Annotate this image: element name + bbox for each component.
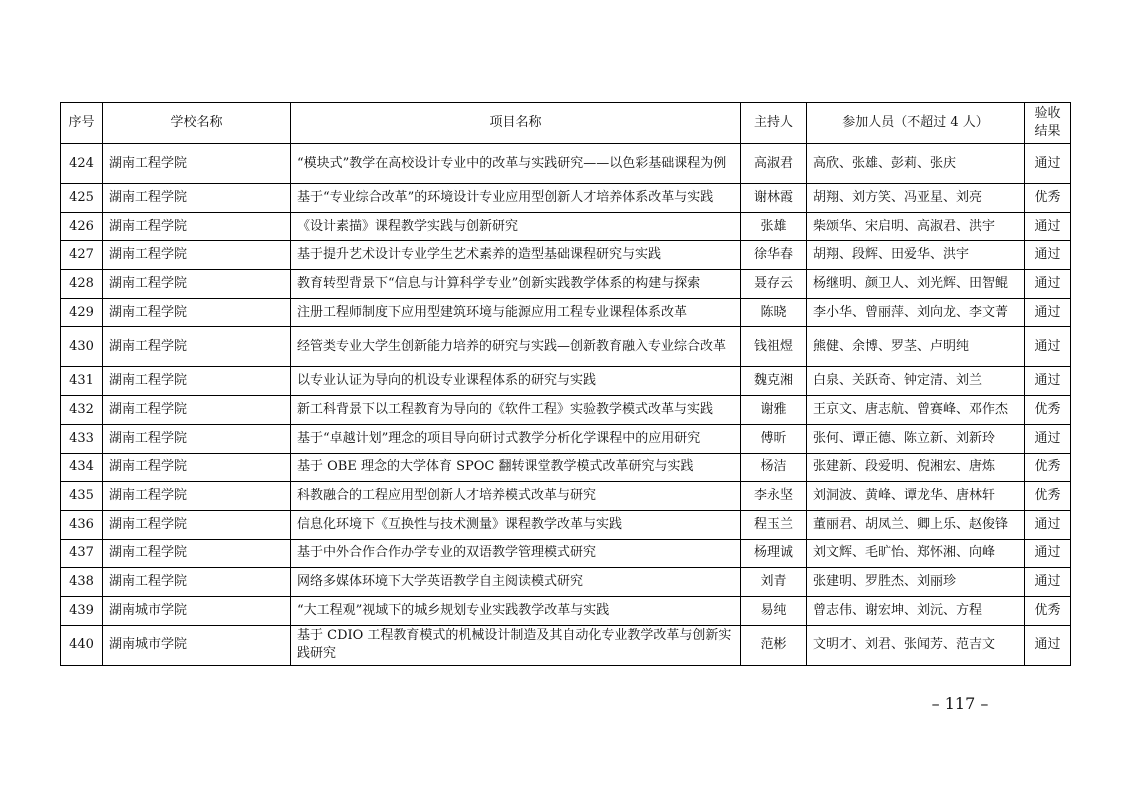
acceptance-result: 优秀 (1025, 453, 1071, 482)
school-name: 湖南工程学院 (103, 298, 291, 327)
participants: 柴颂华、宋启明、高淑君、洪宇 (807, 212, 1025, 241)
project-leader: 杨理诚 (741, 539, 807, 568)
header-result (1025, 103, 1071, 144)
participants: 李小华、曾丽萍、刘向龙、李文菁 (807, 298, 1025, 327)
row-number: 437 (61, 539, 103, 568)
row-number: 439 (61, 596, 103, 625)
row-number: 432 (61, 396, 103, 425)
school-name: 湖南工程学院 (103, 568, 291, 597)
participants: 张建新、段爱明、倪湘宏、唐炼 (807, 453, 1025, 482)
page-number: – 117 – (931, 694, 989, 713)
school-name: 湖南工程学院 (103, 184, 291, 213)
school-name: 湖南工程学院 (103, 482, 291, 511)
table-row (61, 510, 1071, 539)
acceptance-result: 通过 (1025, 510, 1071, 539)
project-name: 基于“卓越计划”理念的项目导向研讨式教学分析化学课程中的应用研究 (291, 424, 741, 453)
project-leader: 刘青 (741, 568, 807, 597)
acceptance-result: 通过 (1025, 625, 1071, 665)
row-number: 425 (61, 184, 103, 213)
acceptance-result: 通过 (1025, 568, 1071, 597)
acceptance-result: 通过 (1025, 539, 1071, 568)
header-school: 学校名称 (103, 103, 291, 144)
table-row (61, 453, 1071, 482)
project-leader: 聂存云 (741, 270, 807, 299)
row-number: 426 (61, 212, 103, 241)
participants: 张建明、罗胜杰、刘丽珍 (807, 568, 1025, 597)
row-number: 430 (61, 327, 103, 367)
project-name: 基于 CDIO 工程教育模式的机械设计制造及其自动化专业教学改革与创新实践研究 (291, 625, 741, 665)
header-result-line2: 结果 (1034, 124, 1061, 139)
project-leader: 范彬 (741, 625, 807, 665)
table-row (61, 625, 1071, 665)
school-name: 湖南工程学院 (103, 270, 291, 299)
project-name: 经管类专业大学生创新能力培养的研究与实践—创新教育融入专业综合改革 (291, 327, 741, 367)
project-leader: 高淑君 (741, 144, 807, 184)
participants: 曾志伟、谢宏坤、刘沅、方程 (807, 596, 1025, 625)
acceptance-result: 优秀 (1025, 396, 1071, 425)
project-leader: 钱祖煜 (741, 327, 807, 367)
school-name: 湖南工程学院 (103, 327, 291, 367)
row-number: 435 (61, 482, 103, 511)
participants: 胡翔、段辉、田爱华、洪宇 (807, 241, 1025, 270)
table-header-row (61, 103, 1071, 144)
row-number: 431 (61, 367, 103, 396)
participants: 张何、谭正德、陈立新、刘新玲 (807, 424, 1025, 453)
school-name: 湖南工程学院 (103, 539, 291, 568)
project-name: 以专业认证为导向的机设专业课程体系的研究与实践 (291, 367, 741, 396)
school-name: 湖南工程学院 (103, 367, 291, 396)
project-leader: 谢林霞 (741, 184, 807, 213)
participants: 杨继明、颜卫人、刘光辉、田智鲲 (807, 270, 1025, 299)
acceptance-result: 通过 (1025, 270, 1071, 299)
table-row (61, 241, 1071, 270)
row-number: 440 (61, 625, 103, 665)
acceptance-result: 通过 (1025, 298, 1071, 327)
project-leader: 陈晓 (741, 298, 807, 327)
table-row (61, 596, 1071, 625)
project-name: “大工程观”视域下的城乡规划专业实践教学改革与实践 (291, 596, 741, 625)
school-name: 湖南工程学院 (103, 212, 291, 241)
participants: 刘文辉、毛旷怡、郑怀湘、向峰 (807, 539, 1025, 568)
project-name: 教育转型背景下“信息与计算科学专业”创新实践教学体系的构建与探索 (291, 270, 741, 299)
header-members: 参加人员（不超过 4 人） (807, 103, 1025, 144)
participants: 王京文、唐志航、曾赛峰、邓作杰 (807, 396, 1025, 425)
table-row (61, 270, 1071, 299)
project-name: 基于 OBE 理念的大学体育 SPOC 翻转课堂教学模式改革研究与实践 (291, 453, 741, 482)
participants: 胡翔、刘方笑、冯亚星、刘亮 (807, 184, 1025, 213)
table-row (61, 184, 1071, 213)
school-name: 湖南工程学院 (103, 424, 291, 453)
row-number: 427 (61, 241, 103, 270)
participants: 刘洞波、黄峰、谭龙华、唐林轩 (807, 482, 1025, 511)
project-name: 网络多媒体环境下大学英语教学自主阅读模式研究 (291, 568, 741, 597)
project-name: 注册工程师制度下应用型建筑环境与能源应用工程专业课程体系改革 (291, 298, 741, 327)
acceptance-result: 通过 (1025, 144, 1071, 184)
project-leader: 徐华春 (741, 241, 807, 270)
project-leader: 傅昕 (741, 424, 807, 453)
header-result-line1: 验收 (1034, 106, 1061, 121)
acceptance-result: 通过 (1025, 212, 1071, 241)
school-name: 湖南工程学院 (103, 396, 291, 425)
acceptance-result: 通过 (1025, 424, 1071, 453)
project-leader: 杨洁 (741, 453, 807, 482)
project-name: “模块式”教学在高校设计专业中的改革与实践研究——以色彩基础课程为例 (291, 144, 741, 184)
table-row (61, 144, 1071, 184)
row-number: 429 (61, 298, 103, 327)
project-leader: 程玉兰 (741, 510, 807, 539)
school-name: 湖南城市学院 (103, 625, 291, 665)
acceptance-result: 通过 (1025, 241, 1071, 270)
table-row (61, 212, 1071, 241)
project-name: 新工科背景下以工程教育为导向的《软件工程》实验教学模式改革与实践 (291, 396, 741, 425)
row-number: 434 (61, 453, 103, 482)
participants: 熊健、余博、罗茎、卢明纯 (807, 327, 1025, 367)
table-row (61, 396, 1071, 425)
acceptance-result: 优秀 (1025, 596, 1071, 625)
participants: 高欣、张雄、彭莉、张庆 (807, 144, 1025, 184)
acceptance-result: 通过 (1025, 327, 1071, 367)
project-table (60, 102, 1071, 666)
project-name: 基于“专业综合改革”的环境设计专业应用型创新人才培养体系改革与实践 (291, 184, 741, 213)
row-number: 424 (61, 144, 103, 184)
acceptance-result: 通过 (1025, 367, 1071, 396)
header-leader: 主持人 (741, 103, 807, 144)
school-name: 湖南工程学院 (103, 453, 291, 482)
table-row (61, 424, 1071, 453)
project-name: 《设计素描》课程教学实践与创新研究 (291, 212, 741, 241)
project-leader: 张雄 (741, 212, 807, 241)
header-project: 项目名称 (291, 103, 741, 144)
project-name: 基于中外合作合作办学专业的双语教学管理模式研究 (291, 539, 741, 568)
table-row (61, 568, 1071, 597)
row-number: 436 (61, 510, 103, 539)
table-row (61, 298, 1071, 327)
project-leader: 魏克湘 (741, 367, 807, 396)
project-leader: 李永坚 (741, 482, 807, 511)
row-number: 428 (61, 270, 103, 299)
participants: 白泉、关跃奇、钟定清、刘兰 (807, 367, 1025, 396)
school-name: 湖南城市学院 (103, 596, 291, 625)
project-leader: 谢雅 (741, 396, 807, 425)
row-number: 433 (61, 424, 103, 453)
table-row (61, 539, 1071, 568)
acceptance-result: 优秀 (1025, 184, 1071, 213)
project-name: 科教融合的工程应用型创新人才培养模式改革与研究 (291, 482, 741, 511)
row-number: 438 (61, 568, 103, 597)
project-leader: 易纯 (741, 596, 807, 625)
project-name: 信息化环境下《互换性与技术测量》课程教学改革与实践 (291, 510, 741, 539)
table-row (61, 327, 1071, 367)
table-row (61, 367, 1071, 396)
participants: 董丽君、胡凤兰、卿上乐、赵俊锋 (807, 510, 1025, 539)
project-name: 基于提升艺术设计专业学生艺术素养的造型基础课程研究与实践 (291, 241, 741, 270)
school-name: 湖南工程学院 (103, 144, 291, 184)
participants: 文明才、刘君、张闻芳、范吉文 (807, 625, 1025, 665)
header-num: 序号 (61, 103, 103, 144)
school-name: 湖南工程学院 (103, 241, 291, 270)
school-name: 湖南工程学院 (103, 510, 291, 539)
table-row (61, 482, 1071, 511)
acceptance-result: 优秀 (1025, 482, 1071, 511)
